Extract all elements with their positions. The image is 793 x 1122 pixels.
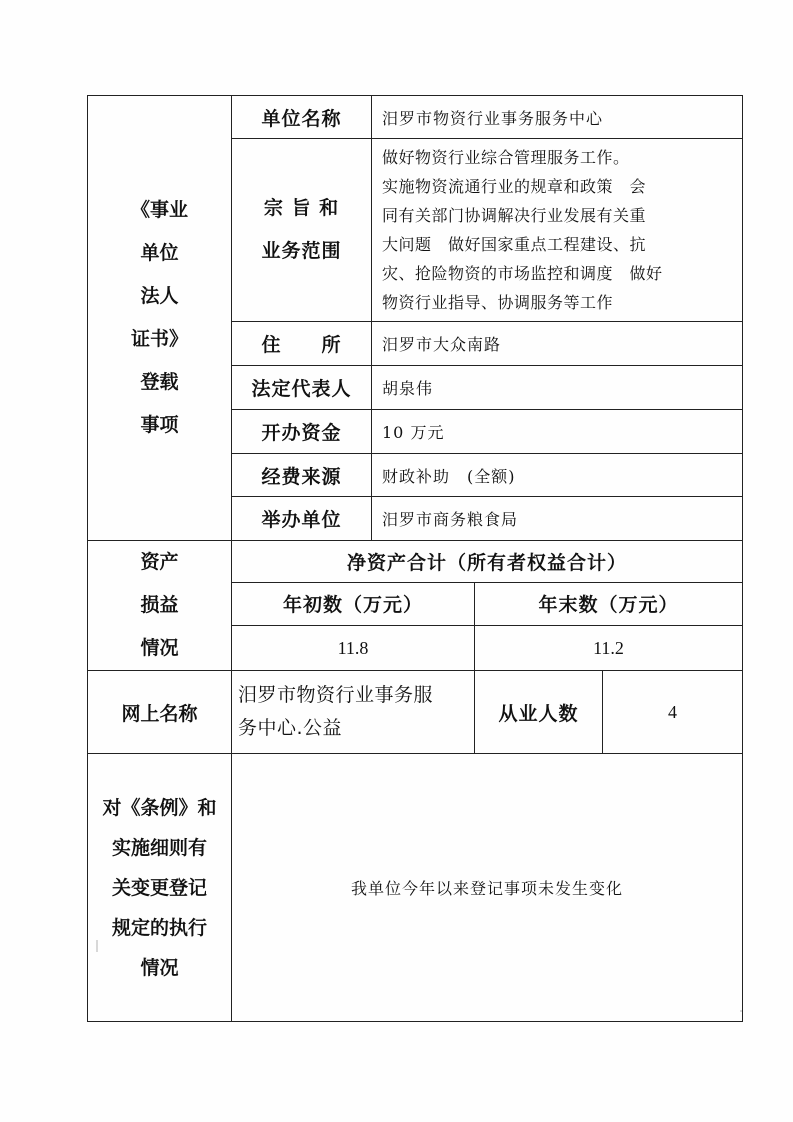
scope-value: 做好物资行业综合管理服务工作。 实施物资流通行业的规章和政策 会 同有关部门协调解决行业发展有关重 大问题 做好国家重点工程建设、抗 灾、抢险物资的市场监控和调度 做好 物资行业指导、协调服务等工作: [372, 139, 743, 322]
registration-section-label: 《事业 单位 法人 证书》 登载 事项: [88, 96, 232, 541]
legal-rep-label: 法定代表人: [232, 366, 372, 410]
sponsor-label: 举办单位: [232, 497, 372, 541]
assets-section-label: 资产 损益 情况: [88, 541, 232, 671]
capital-label: 开办资金: [232, 410, 372, 454]
sponsor-value: 汨罗市商务粮食局: [372, 497, 743, 541]
row-execution: [88, 754, 743, 1022]
legal-rep-value: 胡泉伟: [372, 366, 743, 410]
funding-value: 财政补助 (全额): [372, 454, 743, 497]
unit-name-value: 汨罗市物资行业事务服务中心: [372, 96, 743, 139]
end-of-year-label: 年末数（万元）: [475, 582, 743, 626]
begin-of-year-label: 年初数（万元）: [232, 582, 475, 626]
execution-label: 对《条例》和 实施细则有 关变更登记 规定的执行 情况: [88, 754, 232, 1022]
funding-label: 经费来源: [232, 454, 372, 497]
end-of-year-value: 11.2: [475, 626, 743, 671]
online-name-label: 网上名称: [88, 671, 232, 754]
execution-value: 我单位今年以来登记事项未发生变化: [232, 754, 743, 1022]
staff-count-label: 从业人数: [475, 671, 603, 754]
address-label: 住 所: [232, 322, 372, 366]
unit-name-label: 单位名称: [232, 96, 372, 139]
capital-value: 10 万元: [372, 410, 743, 454]
online-name-value: 汨罗市物资行业事务服 务中心.公益: [232, 671, 475, 754]
row-assets-header: [88, 541, 743, 583]
registration-report-table: [87, 95, 743, 1022]
row-online-name: [88, 671, 743, 754]
row-unit-name: [88, 96, 743, 139]
begin-of-year-value: 11.8: [232, 626, 475, 671]
net-assets-header: 净资产合计（所有者权益合计）: [232, 541, 743, 583]
address-value: 汨罗市大众南路: [372, 322, 743, 366]
staff-count-value: 4: [603, 671, 743, 754]
scope-label: 宗 旨 和 业务范围: [232, 139, 372, 322]
